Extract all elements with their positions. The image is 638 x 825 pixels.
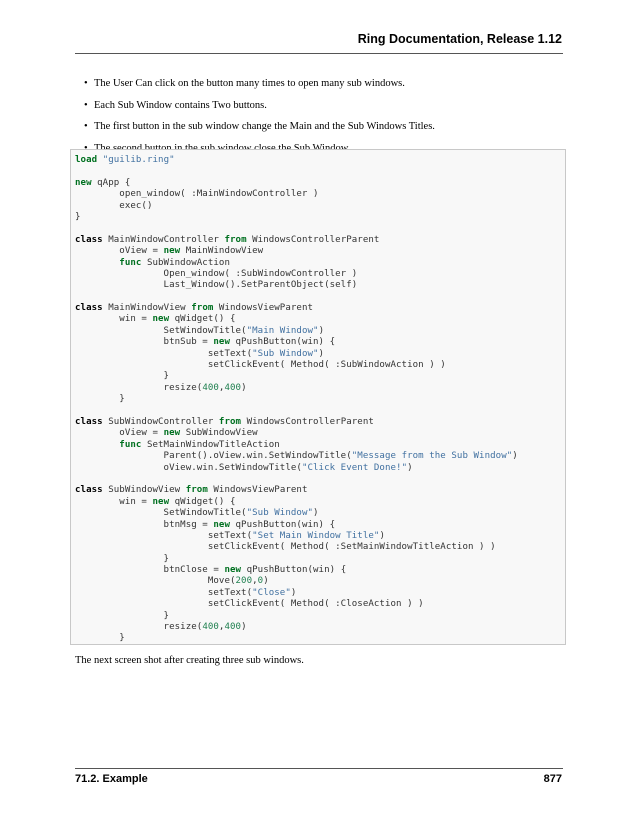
code-line (75, 576, 518, 587)
code-text: qWidget() { (169, 314, 236, 325)
code-text: win = (75, 314, 153, 325)
code-text: ) (241, 622, 247, 633)
code-text: oView.win.SetWindowTitle( (75, 462, 302, 473)
code-line (75, 497, 518, 508)
code-text: win = (75, 496, 153, 507)
code-line (75, 565, 518, 576)
code-line (75, 292, 518, 303)
code-text: } (75, 394, 125, 405)
code-string: "guilib.ring" (102, 155, 175, 165)
code-text: WindowsControllerParent (241, 416, 374, 427)
code-text: MainWindowController (102, 234, 225, 245)
code-text: WindowsViewParent (207, 485, 308, 496)
code-text: Parent().oView.win.SetWindowTitle( (75, 451, 352, 462)
code-line (75, 520, 518, 531)
code-line (75, 212, 518, 223)
code-text: SetWindowTitle( (75, 325, 247, 336)
code-line (75, 280, 518, 291)
code-line (75, 611, 518, 622)
code-text (75, 440, 119, 450)
code-text: , (218, 622, 225, 633)
code-keyword: class (75, 416, 103, 427)
code-text: ) (263, 576, 269, 587)
code-keyword: class (75, 234, 103, 245)
code-line (75, 463, 518, 474)
code-string: "Message from the Sub Window" (351, 451, 513, 462)
code-line (75, 542, 518, 553)
code-text: Open_window( :SubWindowController ) (75, 268, 358, 279)
code-keyword: new (152, 496, 170, 507)
code-text: SubWindowView (102, 485, 186, 496)
code-keyword: class (75, 303, 103, 314)
footer-section-title: 71.2. Example (75, 773, 148, 785)
code-text: SetMainWindowTitleAction (141, 439, 280, 450)
code-keyword: class (75, 485, 103, 496)
code-text: qWidget() { (169, 496, 236, 507)
code-line (75, 531, 518, 542)
code-text: } (75, 211, 81, 222)
code-number: 0 (257, 576, 264, 587)
code-lines (75, 155, 518, 645)
code-text: SetWindowTitle( (75, 508, 247, 519)
code-line (75, 406, 518, 417)
code-text: , (252, 576, 258, 587)
code-text: qApp { (91, 177, 131, 188)
code-keyword: new (213, 337, 230, 348)
code-string: "Set Main Window Title" (252, 530, 380, 541)
code-number: 400 (224, 382, 242, 393)
code-text: SubWindowController (102, 416, 219, 427)
code-text: WindowsViewParent (213, 303, 314, 314)
code-line (75, 633, 518, 644)
code-text: Move( (75, 576, 236, 587)
code-text: ) (313, 508, 319, 519)
code-keyword: from (224, 234, 247, 245)
code-string: "Sub Window" (246, 508, 314, 519)
code-line (75, 485, 518, 496)
code-keyword: from (191, 303, 214, 314)
bullet-marker: • (84, 78, 88, 89)
code-text: ) (407, 462, 413, 473)
code-line (75, 383, 518, 394)
code-line (75, 451, 518, 462)
code-text: qPushButton(win) { (229, 519, 336, 530)
code-line (75, 155, 518, 166)
code-text (75, 258, 119, 268)
code-number: 400 (202, 382, 219, 393)
code-line (75, 360, 518, 371)
code-line (75, 258, 518, 269)
code-text: } (75, 633, 125, 644)
code-line (75, 337, 518, 348)
code-line (75, 371, 518, 382)
list-item (75, 77, 565, 90)
code-text: btnMsg = (75, 519, 214, 530)
code-text: exec() (75, 200, 153, 211)
code-line (75, 246, 518, 257)
code-line (75, 417, 518, 428)
list-item-text: The first button in the sub window change the Main and the Sub Windows Titles. (94, 121, 435, 133)
code-text: oView = (75, 428, 164, 439)
bullet-marker: • (84, 99, 88, 111)
code-text: resize( (75, 382, 203, 393)
code-keyword: new (75, 177, 92, 188)
code-line (75, 269, 518, 280)
code-number: 200 (235, 576, 253, 587)
code-text: SubWindowView (180, 428, 258, 439)
code-keyword: new (213, 519, 230, 530)
code-keyword: new (163, 246, 181, 257)
code-line (75, 235, 518, 246)
code-line (75, 474, 518, 485)
code-text: ) (241, 382, 247, 393)
code-text: MainWindowView (102, 303, 192, 314)
code-line (75, 588, 518, 599)
list-item (75, 120, 565, 133)
code-text: ) (318, 348, 325, 359)
code-keyword: new (224, 565, 242, 576)
code-text: ) (512, 451, 518, 462)
code-line (75, 326, 518, 337)
code-text: } (75, 610, 170, 621)
bullet-marker: • (84, 121, 88, 133)
code-text: Last_Window().SetParentObject(self) (75, 280, 358, 291)
code-line (75, 622, 518, 633)
code-line (75, 189, 518, 200)
code-text: } (75, 371, 170, 382)
running-header-title: Ring Documentation, Release 1.12 (357, 32, 562, 46)
code-text: } (75, 553, 170, 564)
code-line (75, 440, 518, 451)
code-text: WindowsControllerParent (246, 234, 380, 245)
code-text: ) (318, 325, 325, 336)
code-block (70, 149, 566, 645)
code-line (75, 314, 518, 325)
code-text: setText( (75, 348, 253, 359)
code-text: setText( (75, 587, 253, 598)
code-number: 400 (202, 622, 219, 633)
code-string: "Click Event Done!" (301, 462, 408, 473)
code-line (75, 166, 518, 177)
code-keyword: new (163, 428, 181, 439)
code-keyword: from (185, 485, 208, 496)
list-item-text: The User Can click on the button many times to open many sub windows. (94, 78, 405, 89)
code-text: setText( (75, 530, 253, 541)
code-string: "Sub Window" (252, 348, 319, 359)
code-line (75, 428, 518, 439)
body-paragraph: The next screen shot after creating three sub windows. (75, 655, 304, 666)
code-line (75, 349, 518, 360)
code-line (75, 554, 518, 565)
code-keyword: func (119, 257, 142, 268)
code-text: btnClose = (75, 565, 225, 576)
code-keyword: from (218, 416, 242, 427)
code-number: 400 (224, 622, 242, 633)
code-text: qPushButton(win) { (229, 337, 336, 348)
code-keyword: new (152, 314, 170, 325)
code-string: "Main Window" (246, 325, 319, 336)
code-keyword: load (75, 155, 98, 165)
code-line (75, 178, 518, 189)
code-line (75, 599, 518, 610)
code-text: qPushButton(win) { (241, 565, 347, 576)
code-string: "Close" (252, 587, 291, 598)
code-text: ) (290, 587, 297, 598)
code-text: btnSub = (75, 337, 214, 348)
code-keyword: func (119, 439, 142, 450)
code-line (75, 303, 518, 314)
code-text: ) (379, 530, 385, 541)
code-text: setClickEvent( Method( :CloseAction ) ) (75, 599, 424, 610)
code-line (75, 394, 518, 405)
code-text: SubWindowAction (141, 257, 230, 268)
code-text: resize( (75, 622, 203, 633)
list-item (75, 99, 565, 112)
list-item-text: Each Sub Window contains Two buttons. (94, 99, 267, 111)
code-text: , (218, 382, 225, 393)
code-text: MainWindowView (180, 246, 264, 257)
code-text: setClickEvent( Method( :SubWindowAction ) ) (75, 360, 446, 371)
footer-page-number: 877 (543, 773, 562, 785)
header-divider (75, 53, 563, 54)
code-line (75, 223, 518, 234)
code-text: setClickEvent( Method( :SetMainWindowTitleAction ) ) (75, 542, 496, 553)
code-text: oView = (75, 246, 164, 257)
code-line (75, 508, 518, 519)
footer-divider (75, 768, 563, 769)
code-line (75, 201, 518, 212)
code-text: open_window( :MainWindowController ) (75, 189, 319, 200)
